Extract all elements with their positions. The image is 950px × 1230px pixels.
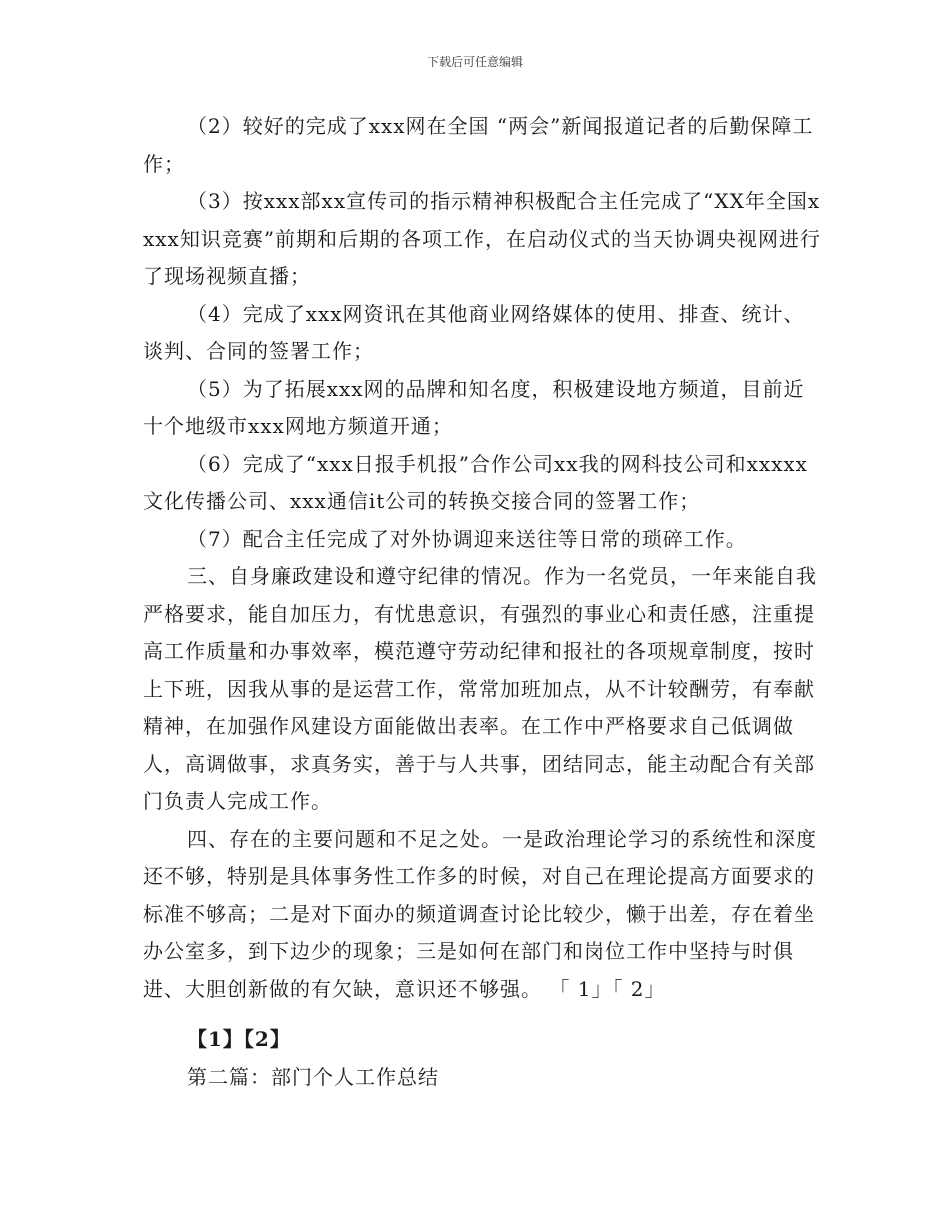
paragraph-item-7: （7）配合主任完成了对外协调迎来送往等日常的琐碎工作。 bbox=[187, 526, 747, 551]
page-links[interactable]: 【1】【2】 bbox=[187, 1027, 291, 1051]
paragraph-item-2: （2）较好的完成了xxx网在全国 “两会”新闻报道记者的后勤保障工作； bbox=[143, 114, 814, 176]
paragraph-item-6: （6）完成了“xxx日报手机报”合作公司xx我的网科技公司和xxxxx文化传播公司、xxx通信it公司的转换交接合同的签署工作； bbox=[143, 451, 808, 513]
paragraph-section-three: 三、自身廉政建设和遵守纪律的情况。作为一名党员，一年来能自我严格要求，能自加压力，有忧患意识，有强烈的事业心和责任感，注重提高工作质量和办事效率，模范遵守劳动纪律和报社的各项规章制度，按时上下班，因我从事的是运营工作，常常加班加点，从不计较酬劳，有奉献精神，在加强作风建设方面能做出表率。在工作中严格要求自己低调做人，高调做事，求真务实，善于与人共事，团结同志，能主动配合有关部门负责人完成工作。 bbox=[143, 564, 817, 813]
document-body bbox=[143, 108, 823, 1096]
paragraph-item-5: （5）为了拓展xxx网的品牌和知名度，积极建设地方频道，目前近十个地级市xxx网地方频道开通； bbox=[143, 376, 805, 438]
paragraph-item-4: （4）完成了xxx网资讯在其他商业网络媒体的使用、排查、统计、谈判、合同的签署工作； bbox=[143, 301, 805, 363]
paragraph-item-3: （3）按xxx部xx宣传司的指示精神积极配合主任完成了“XX年全国xxxx知识竞赛”前期和后期的各项工作，在启动仪式的当天协调央视网进行了现场视频直播； bbox=[143, 189, 822, 288]
paragraph-section-four: 四、存在的主要问题和不足之处。一是政治理论学习的系统性和深度还不够，特别是具体事务性工作多的时候，对自己在理论提高方面要求的标准不够高；二是对下面办的频道调查讨论比较少，懒于出差，存在着坐办公室多，到下边少的现象；三是如何在部门和岗位工作中坚持与时俱进、大胆创新做的有欠缺，意识还不够强。 「 1」「 2」 bbox=[143, 826, 817, 1001]
next-section-title: 第二篇：部门个人工作总结 bbox=[187, 1064, 439, 1089]
page-header-note: 下载后可任意编辑 bbox=[426, 55, 523, 69]
